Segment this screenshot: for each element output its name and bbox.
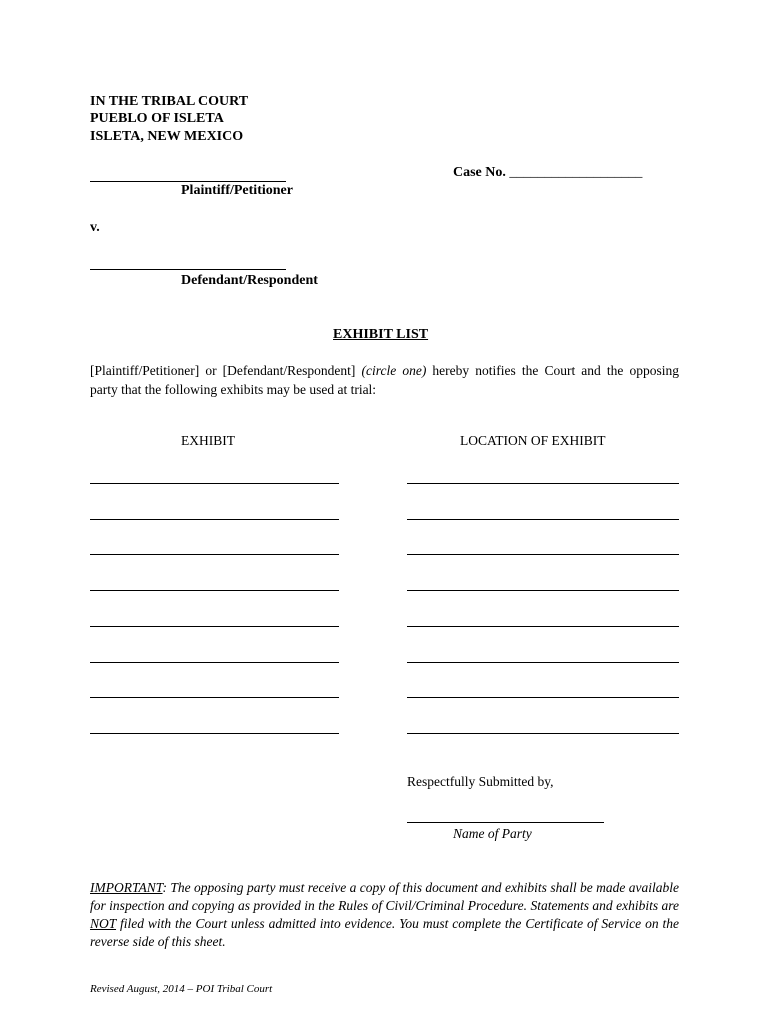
submitted-by-label: Respectfully Submitted by, (407, 774, 554, 789)
document-title: EXHIBIT LIST (333, 327, 429, 342)
court-name-line2: PUEBLO OF ISLETA (90, 111, 224, 126)
party-signature-blank[interactable] (407, 822, 604, 823)
plaintiff-name-blank[interactable] (90, 181, 286, 182)
exhibit-blank-line[interactable] (90, 483, 339, 484)
location-blank-line[interactable] (407, 697, 679, 698)
location-blank-line[interactable] (407, 733, 679, 734)
case-number-blank[interactable]: ___________________ (509, 165, 643, 180)
location-blank-line[interactable] (407, 590, 679, 591)
notice-text-before: [Plaintiff/Petitioner] or [Defendant/Respondent] (90, 363, 362, 378)
important-label: IMPORTANT (90, 880, 163, 895)
location-blank-line[interactable] (407, 483, 679, 484)
location-blank-line[interactable] (407, 519, 679, 520)
case-number-label: Case No. (453, 165, 506, 180)
important-text-1: : The opposing party must receive a copy of this document and exhibits shall be made available for inspection and copying as provided in the Rules of Civil/Criminal Procedure. Statements and exhibits are (90, 880, 679, 913)
notice-text-after: hereby notifies the Court and the opposing party that the following exhibits may be used at trial: (90, 363, 679, 397)
court-name-line1: IN THE TRIBAL COURT (90, 94, 249, 109)
defendant-name-blank[interactable] (90, 269, 286, 270)
notice-paragraph (90, 361, 679, 399)
location-column-header: LOCATION OF EXHIBIT (460, 433, 606, 448)
exhibit-blank-line[interactable] (90, 733, 339, 734)
important-notice (90, 879, 679, 951)
circle-one-note: (circle one) (361, 363, 427, 378)
important-text-2: filed with the Court unless admitted into evidence. You must complete the Certificate of Service on the reverse side of this sheet. (90, 916, 679, 949)
exhibit-blank-line[interactable] (90, 662, 339, 663)
not-emphasis: NOT (90, 916, 117, 931)
exhibit-blank-line[interactable] (90, 590, 339, 591)
exhibit-blank-line[interactable] (90, 519, 339, 520)
versus-label: v. (90, 220, 100, 235)
defendant-label: Defendant/Respondent (181, 273, 318, 288)
exhibit-blank-line[interactable] (90, 554, 339, 555)
plaintiff-label: Plaintiff/Petitioner (181, 183, 293, 198)
case-number-field[interactable] (453, 165, 642, 181)
exhibit-blank-line[interactable] (90, 697, 339, 698)
court-name-line3: ISLETA, NEW MEXICO (90, 129, 244, 144)
location-blank-line[interactable] (407, 626, 679, 627)
exhibit-blank-line[interactable] (90, 626, 339, 627)
revision-footer: Revised August, 2014 – POI Tribal Court (90, 983, 273, 995)
location-blank-line[interactable] (407, 662, 679, 663)
name-of-party-caption: Name of Party (453, 826, 532, 841)
location-blank-line[interactable] (407, 554, 679, 555)
exhibit-column-header: EXHIBIT (181, 433, 235, 448)
